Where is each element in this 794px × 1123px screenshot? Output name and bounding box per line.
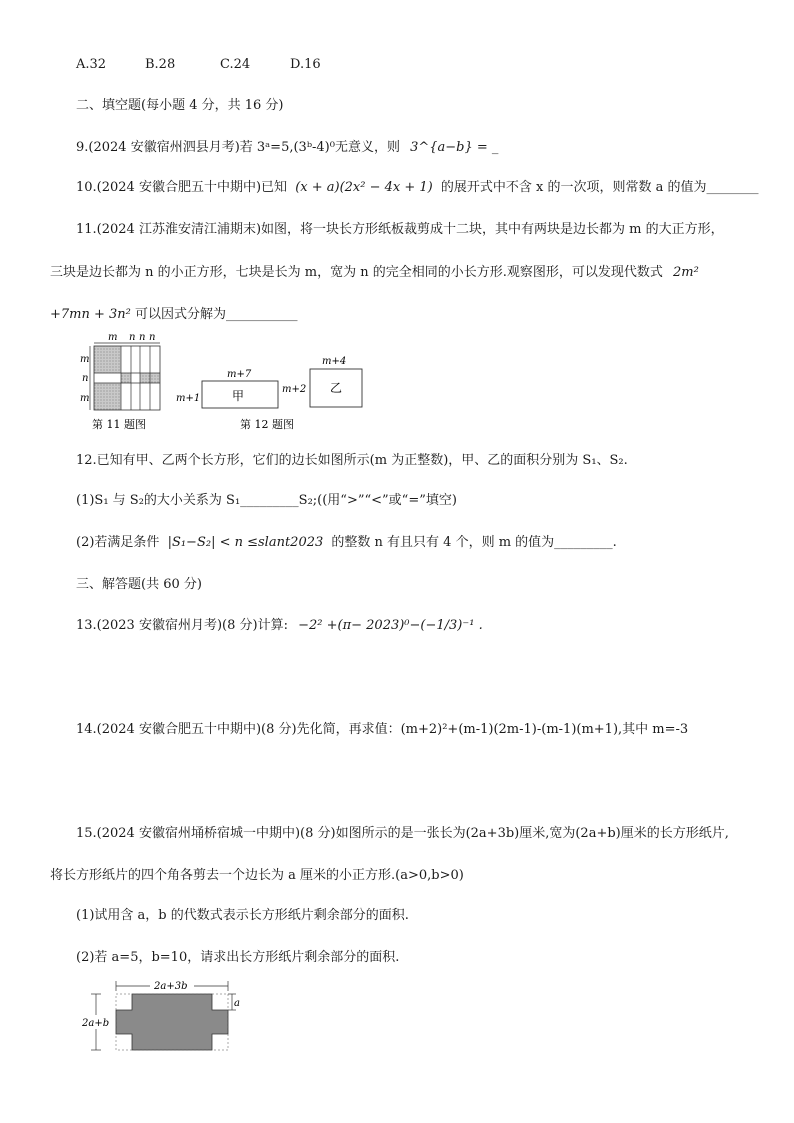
fig15-left-label: 2a+b [82,1018,110,1029]
figure-11 [76,330,176,440]
fig15-remaining-paper [116,994,228,1050]
fig11-caption: 第 11 题图 [92,418,146,431]
fig11-small-square-2 [140,373,150,383]
fig12-jia-left: m+1 [176,393,201,404]
fig11-left-n: n [82,373,89,384]
fig12-jia-top: m+7 [227,369,252,380]
question-12-part2-suffix: 的整数 n 有且只有 4 个，则 m 的值为_________. [331,535,617,550]
fig11-small-square-1 [121,373,131,383]
question-15-part2: (2)若 a=5，b=10，请求出长方形纸片剩余部分的面积. [76,950,400,965]
question-11-line1: 11.(2024 江苏淮安清江浦期末)如图，将一块长方形纸板裁剪成十二块，其中有两块是边长都为 m 的大正方形， [76,222,724,237]
figure-12 [170,350,370,440]
question-13-text: 13.(2023 安徽宿州月考)(8 分)计算: [76,618,288,633]
question-12-intro: 12.已知有甲、乙两个长方形，它们的边长如图所示(m 为正整数)，甲、乙的面积分别为 S₁、S₂. [76,453,628,468]
question-11-line2-text: 三块是边长都为 n 的小正方形，七块是长为 m，宽为 n 的完全相同的小长方形.观察图形，可以发现代数式 [50,265,663,280]
fig11-top-n3: n [149,332,156,343]
fig11-top-n2: n [139,332,146,343]
fig12-jia-label: 甲 [232,389,245,403]
question-9 [76,136,498,155]
fig11-big-square-top [94,346,121,373]
question-10-prefix: 10.(2024 安徽合肥五十中期中)已知 [76,180,288,195]
option-c: C.24 [220,57,251,72]
fig11-left-m1: m [80,354,90,365]
question-9-text: 9.(2024 安徽宿州泗县月考)若 3ᵃ=5,(3ᵇ-4)⁰无意义，则 [76,140,400,155]
fig11-left-m2: m [80,393,90,404]
question-12-part2-expr: |S₁−S₂| < n ≤slant2023 [167,535,324,550]
fig11-top-n1: n [129,332,136,343]
fig11-big-square-bottom [94,383,121,410]
question-11-line3-expr: +7mn + 3n² [50,307,131,322]
question-11-line2 [50,261,699,280]
question-11-line2-expr: 2m² [673,265,699,280]
fig12-yi-label: 乙 [330,381,343,395]
fig11-small-square-3 [150,373,160,383]
question-13-expr: −2² +(π− 2023)⁰−(−1/3)⁻¹ . [298,618,483,633]
option-b: B.28 [145,57,176,72]
fig12-yi-left: m+2 [282,384,307,395]
fig12-yi-top: m+4 [322,356,347,367]
section-2-title: 二、填空题(每小题 4 分，共 16 分) [76,98,284,113]
question-13 [76,614,483,633]
question-10 [76,176,758,195]
question-15-line1: 15.(2024 安徽宿州埇桥宿城一中期中)(8 分)如图所示的是一张长为(2a+3b)厘米,宽为(2a+b)厘米的长方形纸片, [76,826,729,841]
question-15-line2: 将长方形纸片的四个角各剪去一个边长为 a 厘米的小正方形.(a>0,b>0) [50,868,464,883]
question-11-line3-suffix: 可以因式分解为___________ [135,307,298,322]
question-9-expr: 3^{a−b} = _ [410,140,499,155]
question-12-part2 [76,531,617,550]
question-12-part2-prefix: (2)若满足条件 [76,535,160,550]
question-12-part1: (1)S₁ 与 S₂的大小关系为 S₁_________S₂;((用“>”“<”或“=”填空) [76,493,457,508]
question-14: 14.(2024 安徽合肥五十中期中)(8 分)先化简，再求值：(m+2)²+(m-1)(2m-1)-(m-1)(m+1),其中 m=-3 [76,722,689,737]
question-10-suffix: 的展开式中不含 x 的一次项，则常数 a 的值为________ [440,180,759,195]
question-11-line3 [50,303,298,322]
fig12-caption: 第 12 题图 [240,418,294,431]
fig11-top-m: m [108,332,118,343]
option-d: D.16 [290,57,321,72]
fig15-right-label: a [234,998,240,1009]
section-3-title: 三、解答题(共 60 分) [76,577,202,592]
figure-15 [78,974,248,1058]
question-10-expr: (x + a)(2x² − 4x + 1) [295,180,433,195]
fig15-top-label: 2a+3b [154,981,188,992]
option-a: A.32 [76,57,107,72]
question-15-part1: (1)试用含 a，b 的代数式表示长方形纸片剩余部分的面积. [76,908,409,923]
